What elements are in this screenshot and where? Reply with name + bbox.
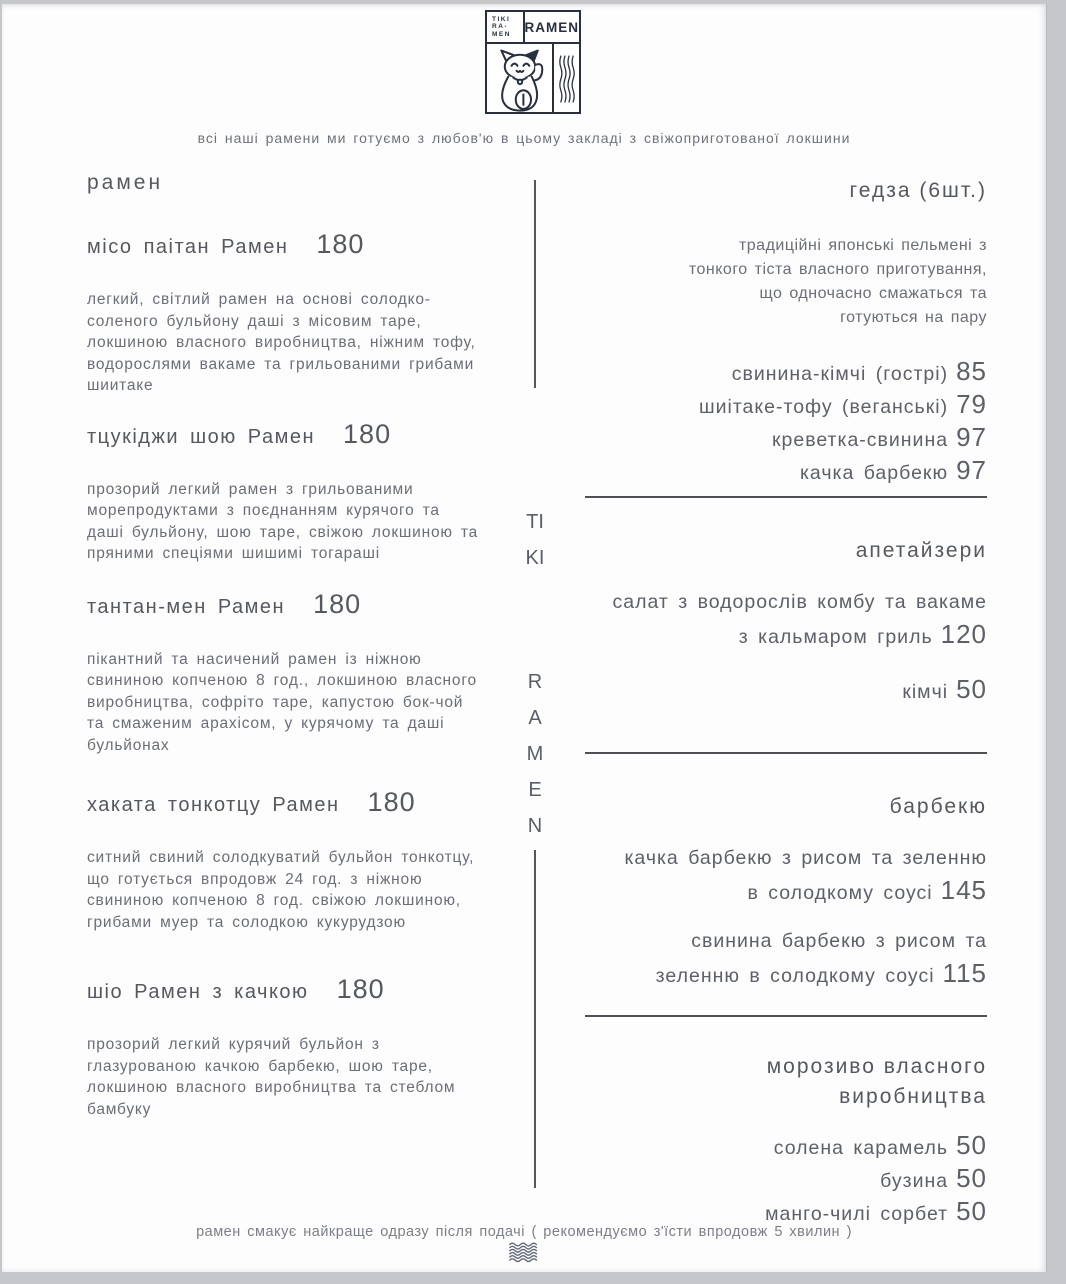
- menu-item: [605, 586, 987, 653]
- divider-word-ramen: RAMEN: [526, 671, 544, 837]
- menu-item-price: 79: [956, 389, 987, 419]
- menu-item-name: кімчі: [902, 681, 949, 703]
- logo-bottom-row: [487, 44, 579, 114]
- section-bbq: [585, 794, 987, 992]
- section-header-icecream: морозиво власного виробництва: [766, 1055, 987, 1108]
- section-description: традиційні японські пельмені з тонкого тіста власного приготування, що одночасно смажаться та готуються на пару: [688, 237, 987, 326]
- menu-item: [87, 229, 499, 397]
- menu-item-price: 115: [942, 958, 987, 988]
- menu-item: [585, 455, 987, 488]
- menu-item-description: прозорий легкий рамен з грильованими морепродуктами з поєднанням курячого та даші бульйону, шою таре, свіжою локшиною та пряними спеціями шишимі тогараші: [87, 480, 479, 562]
- menu-item-price: 145: [940, 875, 987, 905]
- menu-item-price: 97: [956, 422, 987, 452]
- logo-top-row: [487, 12, 579, 44]
- ramen-column: [87, 170, 499, 1120]
- menu-item-title: [87, 418, 499, 449]
- restaurant-logo: [485, 10, 581, 114]
- logo-ramen-wordmark: RAMEN: [524, 19, 579, 35]
- footer-note: рамен смакує найкраще одразу після подачі ( рекомендуємо з'їсти впродовж 5 хвилин ): [196, 1224, 852, 1240]
- menu-item: [615, 925, 987, 992]
- section-gyoza: [585, 178, 987, 488]
- menu-item-price: 180: [367, 787, 416, 817]
- menu-item-price: 50: [956, 674, 987, 704]
- menu-item-name: місо паітан Рамен: [87, 236, 289, 258]
- menu-item-price: 50: [956, 1196, 987, 1226]
- menu-item: [585, 422, 987, 455]
- menu-item: [585, 1163, 987, 1196]
- menu-item-price: 180: [336, 974, 385, 1004]
- section-header-bbq: барбекю: [889, 795, 987, 818]
- menu-item-name: тантан-мен Рамен: [87, 595, 286, 618]
- section-divider: [585, 752, 987, 754]
- menu-item-name: шіо Рамен з качкою: [87, 981, 309, 1003]
- menu-item-description: ситний свиний солодкуватий бульйон тонкотцу, що готується впродовж 24 год. з ніжною свининою копченою 8 год. свіжою локшиною, грибами муер та солодкою кукурудзою: [87, 849, 475, 931]
- menu-item-title: [87, 588, 499, 619]
- menu-item-name: свинина барбекю з рисом та зеленню в солодкому соусі: [655, 930, 987, 987]
- section-icecream: [585, 1052, 987, 1229]
- menu-item-name: креветка-свинина: [772, 429, 949, 451]
- menu-item: [87, 418, 499, 565]
- menu-item-title: [87, 787, 499, 817]
- menu-item-name: манго-чилі сорбет: [765, 1203, 949, 1225]
- menu-item: [87, 588, 499, 757]
- menu-item: [615, 842, 987, 909]
- menu-item-name: хаката тонкотцу Рамен: [87, 794, 340, 816]
- menu-item-name: качка барбекю з рисом та зеленню в солодкому соусі: [624, 847, 987, 904]
- section-items: [585, 356, 987, 488]
- menu-item-description: пікантний та насичений рамен із ніжною свининою копченою 8 год., локшиною власного виробництва, софріто таре, капустою бок-чой та смаженим арахісом, у курячому та даші бульйонах: [87, 650, 477, 754]
- menu-item: [585, 1130, 987, 1163]
- menu-item-description: прозорий легкий курячий бульйон з глазурованою качкою барбекю, шою таре, локшиною власного виробництва та стеблом бамбуку: [87, 1036, 456, 1118]
- logo-mark-line: TIKI: [492, 15, 511, 23]
- menu-item-price: 85: [956, 356, 987, 386]
- menu-item-name: свинина-кімчі (гострі): [731, 363, 949, 385]
- menu-item-price: 50: [956, 1163, 987, 1193]
- menu-item: [585, 389, 987, 422]
- divider-word-tiki: TIKI: [525, 511, 545, 569]
- menu-item-price: 180: [343, 418, 392, 449]
- menu-item: [585, 674, 987, 707]
- menu-item-price: 50: [956, 1130, 987, 1160]
- center-divider: [523, 174, 547, 1194]
- section-divider: [585, 1015, 987, 1017]
- maneki-neko-cat-icon: [487, 44, 554, 114]
- right-column: [585, 170, 987, 1229]
- menu-item-name: солена карамель: [773, 1137, 949, 1159]
- section-header-ramen: рамен: [87, 171, 164, 194]
- menu-item-price: 120: [940, 619, 987, 649]
- menu-item-price: 97: [956, 455, 987, 485]
- menu-item-name: качка барбекю: [799, 462, 949, 484]
- menu-item: [585, 356, 987, 389]
- logo-mark-text: [487, 12, 525, 42]
- divider-line-top: [534, 180, 536, 388]
- menu-item-title: [87, 229, 499, 259]
- menu-item-description: легкий, світлий рамен на основі солодко-соленого бульйону даші з місовим таре, локшиною власного виробництва, ніжним тофу, водорослями вакаме та грильованими грибами шиитаке: [87, 291, 476, 394]
- logo-mark-line: MEN: [492, 30, 511, 38]
- menu-item: [87, 787, 499, 933]
- section-items: [585, 1130, 987, 1229]
- divider-line-bottom: [534, 850, 536, 1188]
- section-divider: [585, 496, 987, 498]
- menu-item-name: шиітаке-тофу (веганські): [698, 396, 949, 418]
- noodle-waves-icon: [554, 44, 579, 114]
- noodle-waves-icon: [508, 1241, 540, 1270]
- section-header-appetizers: апетайзери: [855, 539, 987, 562]
- menu-item-name: бузина: [880, 1170, 949, 1192]
- menu-page: [2, 4, 1047, 1272]
- menu-tagline: всі наші рамени ми готуємо з любов'ю в цьому закладі з свіжоприготованої локшини: [197, 130, 851, 146]
- section-appetizers: [585, 538, 987, 707]
- logo-mark-line: RA-: [492, 23, 509, 31]
- menu-item-price: 180: [313, 588, 362, 619]
- menu-item: [87, 974, 499, 1120]
- section-header-gyoza: гедза (6шт.): [849, 179, 987, 202]
- menu-item-price: 180: [316, 229, 365, 259]
- menu-item-name: тцукіджи шою Рамен: [87, 425, 316, 448]
- menu-item-name: салат з водорослів комбу та вакаме з кальмаром гриль: [612, 591, 987, 648]
- menu-item-title: [87, 974, 499, 1004]
